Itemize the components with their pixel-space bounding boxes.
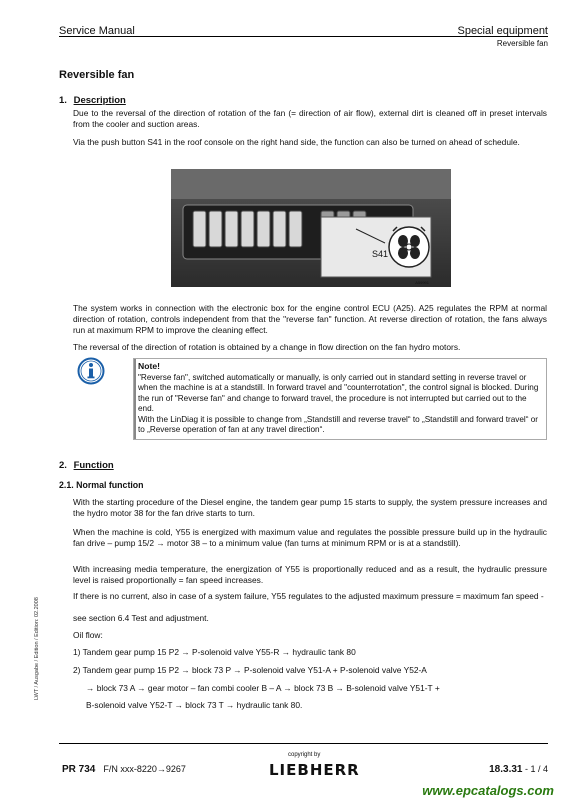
function-p1: With the starting procedure of the Diesel engine, the tandem gear pump 15 starts to supply, the system pressure increases and the hydro motor 38 for the fan drive starts to turn.	[73, 497, 547, 518]
roof-console-photo	[171, 169, 451, 287]
description-p2: Via the push button S41 in the roof console on the right hand side, the function can also be turned on ahead of schedule.	[73, 137, 520, 147]
footer-copyright: copyright by	[288, 752, 321, 758]
function-p4b: see section 6.4 Test and adjustment.	[73, 613, 209, 623]
footer-model: PR 734	[62, 764, 96, 775]
footer-rule	[59, 743, 548, 744]
note-title: Note!	[138, 361, 160, 371]
footer-page-num: - 1 / 4	[522, 764, 548, 774]
watermark-link[interactable]: www.epcatalogs.com	[422, 783, 554, 798]
photo-code: A59991	[415, 280, 429, 285]
note-line-1: "Reverse fan", switched automatically or manually, is only carried out in standard setting in reverse travel or when the machine is at a standstill. In forward travel and "counterrotation", the control signal is blocked. During the run of "Reverse fan" and change to forward travel, the procedure is not interrupted but carried out to the end.	[138, 372, 539, 413]
normal-function-heading: 2.1. Normal function	[59, 480, 144, 490]
footer-page	[489, 764, 548, 775]
function-p3: With increasing media temperature, the energization of Y55 is proportionally reduced and as a result, the hydraulic pressure level is raised proportionally = fan speed increases.	[73, 564, 547, 585]
function-heading-text: Function	[73, 460, 114, 471]
oil-flow-2c: B-solenoid valve Y52-T → block 73 T → hydraulic tank 80.	[86, 700, 303, 710]
description-heading-num: 1.	[59, 95, 67, 106]
function-heading-num: 2.	[59, 460, 67, 471]
description-p1: Due to the reversal of the direction of rotation of the fan (= direction of air flow), external dirt is cleaned off in preset intervals from the cooler and suction areas.	[73, 108, 547, 129]
oil-flow-label: Oil flow:	[73, 630, 103, 640]
footer-section: 18.3.31	[489, 764, 523, 775]
description-heading	[59, 95, 126, 106]
oil-flow-2a: 2) Tandem gear pump 15 P2 → block 73 P → P-solenoid valve Y51-A + P-solenoid valve Y52-A	[73, 665, 427, 675]
note-bar	[134, 359, 136, 439]
header-left: Service Manual	[59, 25, 135, 37]
section-title: Reversible fan	[59, 69, 135, 81]
info-icon	[77, 357, 105, 385]
description-heading-text: Description	[73, 95, 126, 106]
photo-label-s41: S41	[372, 249, 389, 259]
function-heading	[59, 460, 114, 471]
function-p2: When the machine is cold, Y55 is energized with maximum value and regulates the possible pressure build up in the hydraulic fan drive – pump 15/2 → motor 38 – to a minimum value (fan turns at minimum RPM or is at a standstill).	[73, 527, 547, 548]
header-rule	[59, 36, 548, 37]
description-p4: The reversal of the direction of rotation is obtained by a change in flow direction on the fan hydro motors.	[73, 342, 461, 352]
note-line-2: With the LinDiag it is possible to change from „Standstill and reverse travel“ to „Standstill and forward travel“ or to „Reverse operation of fan at any travel direction“.	[138, 414, 539, 434]
note-box	[133, 358, 547, 440]
header-subtitle: Reversible fan	[496, 39, 548, 48]
liebherr-logo: LIEBHERR	[269, 761, 360, 779]
edition-side-text: LWT / Ausgabe / Edition / Edition: 02.2008	[34, 597, 40, 700]
footer-fn: F/N xxx-8220→9267	[103, 764, 186, 774]
oil-flow-1: 1) Tandem gear pump 15 P2 → P-solenoid valve Y55-R → hydraulic tank 80	[73, 647, 356, 657]
footer-left	[62, 764, 186, 775]
header-right: Special equipment	[457, 25, 548, 37]
roof-console-drawing	[171, 169, 451, 287]
oil-flow-2b: → block 73 A → gear motor – fan combi cooler B – A → block 73 B → B-solenoid valve Y51-T +	[86, 683, 440, 693]
note-text	[138, 361, 540, 436]
function-p4a: If there is no current, also in case of a system failure, Y55 regulates to the adjusted maximum pressure = maximum fan speed -	[73, 591, 544, 601]
description-p3: The system works in connection with the electronic box for the engine control ECU (A25). A25 regulates the RPM at normal direction of rotation, controls independent from that the "reverse fan" function. At reverse direction of rotation, the fans always run at maximum RPM to improve the cleaning effect.	[73, 303, 547, 335]
